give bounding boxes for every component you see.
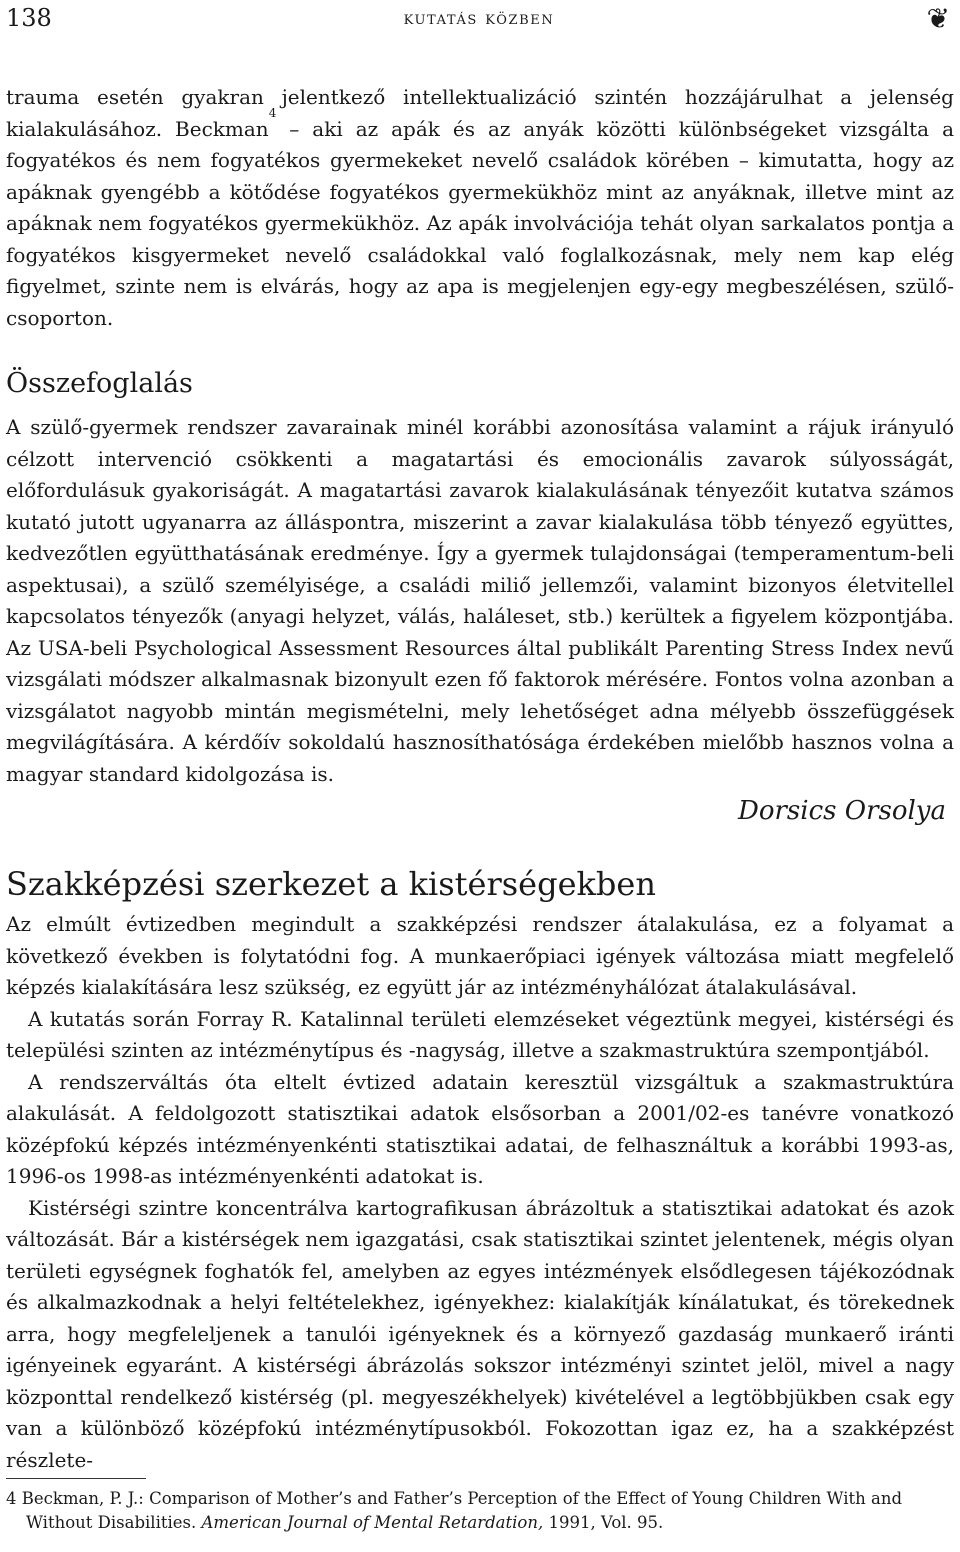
footnote-citation-continued: Without Disabilities. xyxy=(26,1513,202,1532)
intro-text-continued: – aki az apák és az anyák közötti különbségeket vizsgálta a fogyatékos és nem fogyatékos gyermekeket nevelő családok körében – kimutatta, hogy az apáknak gyengébb a kötődése fogyatékos gyermekükhöz mint az anyáknak, illetve mint az apáknak nem fogyatékos gyermekükhöz. Az apák involvációja tehát olyan sarkalatos pontja a fogyatékos kisgyermeket nevelő családokkal való foglalkozásnak, mely nem kap elég figyelmet, szinte nem is elvárás, hogy az apa is megjelenjen egy-egy megbeszélésen, szülő-csoporton. xyxy=(6,116,954,330)
article-paragraph-3: A rendszerváltás óta eltelt évtized adatain keresztül vizsgáltuk a szakmastruktúra alakulását. A feldolgozott statisztikai adatok elsősorban a 2001/02-es tanévre vonatkozó középfokú képzés intézményenkénti statisztikai adatai, de felhasználtuk a korábbi 1993-as, 1996-os 1998-as intézményenkénti adatokat is. xyxy=(6,1069,954,1188)
author-signature: Dorsics Orsolya xyxy=(738,796,946,826)
intro-text: trauma esetén gyakran jelentkező intellektualizáció szintén hozzájárulhat a jelenség kialakulásához. Beckman xyxy=(6,85,954,141)
article-paragraph-4: Kistérségi szintre koncentrálva kartografikusan ábrázoltuk a statisztikai adatokat és azok változását. Bár a kistérségek nem igazgatási, csak statisztikai szintet jelentenek, mégis olyan területi egységnek foghatók fel, amelyben az egyes intézmények elsődlegesen tájékozódnak és alkalmazkodnak a helyi feltételekhez, igényekhez: kialakítják kínálatukat, és törekednek arra, hogy megfeleljenek a tanulói igényeknek és a környező gazdaság munkaerő iránti igényeinek egyaránt. A kistérségi ábrázolás sokszor intézményi szintet jelöl, mivel a nagy központtal rendelkező kistérség (pl. megyeszékhelyek) kivételével a legtöbbjükben csak egy van a különböző középfokú intézménytípusokból. Fokozottan igaz ez, ha a szakképzést részlete- xyxy=(6,1195,954,1472)
summary-paragraph: A szülő-gyermek rendszer zavarainak minél korábbi azonosítása valamint a rájuk irányuló célzott intervenció csökkenti a magatartási és emocionális zavarok súlyosságát, előfordulásuk gyakoriságát. A magatartási zavarok kialakulásának tényezőit kutatva számos kutató jutott ugyanarra az álláspontra, miszerint a zavar kialakulása több tényező együttes, kedvezőtlen együtthatásának eredménye. Így a gyermek tulajdonságai (temperamentum-beli aspektusai), a szülő személyisége, a családi miliő jellemzői, valamint bizonyos életvitellel kapcsolatos tényezők (anyagi helyzet, válás, haláleset, stb.) kerültek a figyelem központjába. Az USA-beli Psychological Assessment Resources által publikált Parenting Stress Index nevű vizsgálati módszer alkalmasnak bizonyult ezen fő faktorok mérésére. Fontos volna azonban a vizsgálatot nagyobb mintán megismételni, mely lehetőséget adna mélyebb összefüggések megvilágítására. A kérdőív sokoldalú hasznosíthatósága érdekében mielőbb hasznos volna a magyar standard kidolgozása is. xyxy=(6,415,954,786)
page-body xyxy=(6,82,954,1476)
footnote-number: 4 xyxy=(6,1489,17,1508)
intro-paragraph xyxy=(6,82,954,334)
running-head: kutatás közben xyxy=(403,8,555,29)
footnote-divider xyxy=(6,1478,146,1479)
article-heading: Szakképzési szerkezet a kistérségekben xyxy=(6,865,656,903)
footnote-year-volume: 1991, Vol. 95. xyxy=(543,1513,664,1532)
footnote-reference[interactable]: 4 xyxy=(268,105,277,120)
footnote-line-1 xyxy=(6,1487,954,1511)
article-paragraph-2: A kutatás során Forray R. Katalinnal területi elemzéseket végeztünk megyei, kistérségi és települési szinten az intézménytípus és -nagyság, illetve a szakmastruktúra szempontjából. xyxy=(6,1006,954,1062)
summary-heading: Összefoglalás xyxy=(6,368,193,399)
footnote-citation: Beckman, P. J.: Comparison of Mother’s and Father’s Perception of the Effect of Young Children With and xyxy=(16,1489,903,1508)
footnote xyxy=(6,1487,954,1535)
page-number: 138 xyxy=(6,4,52,32)
fleuron-icon: ❦ xyxy=(926,2,950,35)
page-header xyxy=(6,0,952,36)
footnote-journal: American Journal of Mental Retardation, xyxy=(201,1513,544,1532)
footnote-line-2 xyxy=(6,1511,954,1535)
article-paragraph-1: Az elmúlt évtizedben megindult a szakképzési rendszer átalakulása, ez a folyamat a következő években is folytatódni fog. A munkaerőpiaci igények változása miatt megfelelő képzés kialakítására lesz szükség, ez együtt jár az intézményhálózat átalakulásával. xyxy=(6,912,954,999)
